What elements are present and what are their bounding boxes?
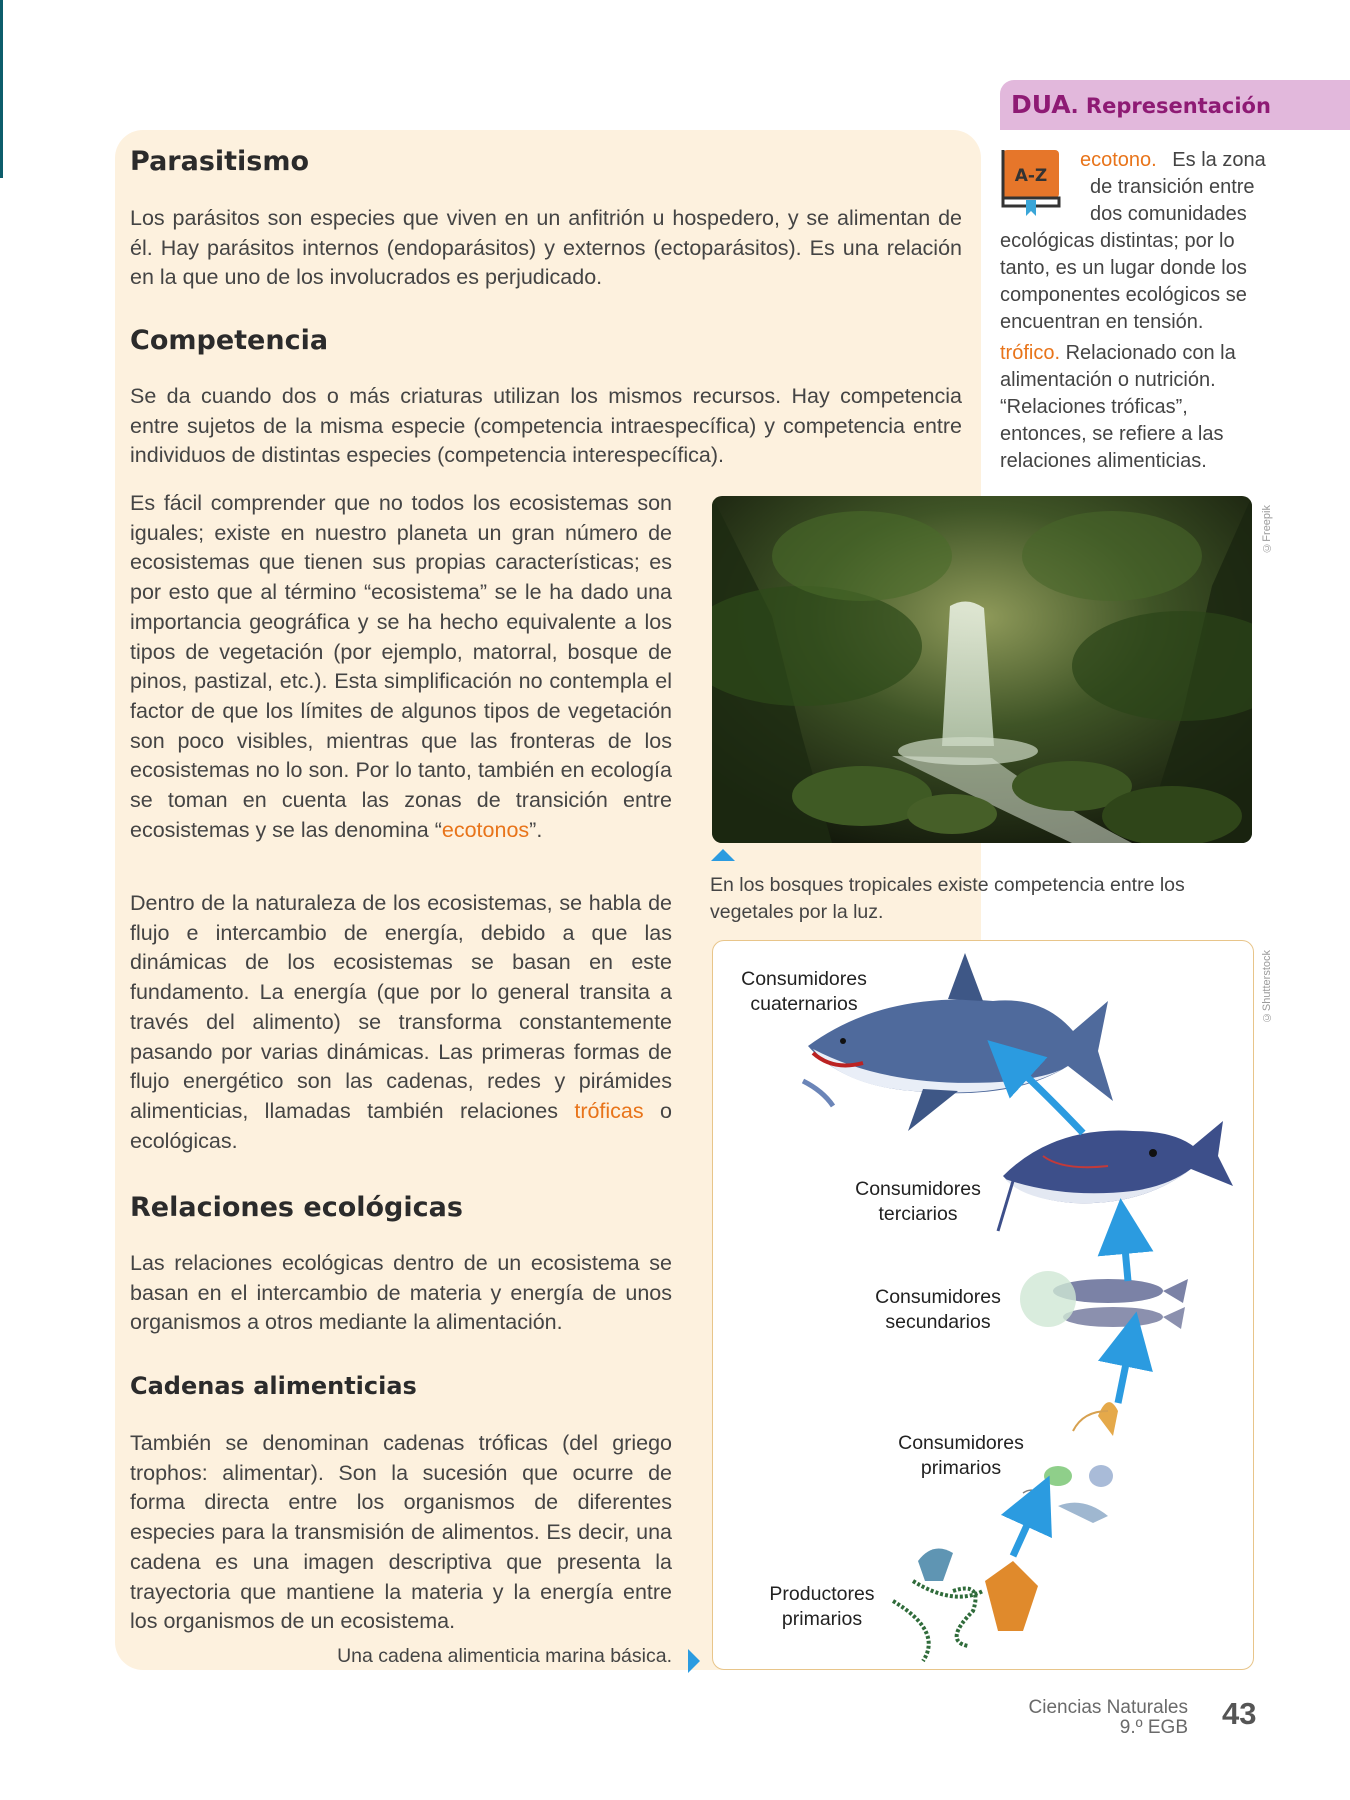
level-terciarios-line2: terciarios [878,1203,958,1225]
level-productores-line2: primarios [781,1608,863,1630]
level-cuaternarios-line1: Consumidores [741,968,867,990]
cadenas-heading: Cadenas alimenticias [130,1372,417,1400]
forest-caption: En los bosques tropicales existe competencia entre los vegetales por la luz. [710,874,1185,923]
relaciones-heading: Relaciones ecológicas [130,1192,463,1223]
rainforest-waterfall-photo [712,496,1252,843]
gloss-term-trofico: trófico. [1000,342,1061,364]
tuna-illustration [998,1121,1233,1231]
gloss-trofico [1000,340,1275,475]
level-consumidores-primarios-line2: primarios [920,1457,1002,1479]
gloss-def-ecotono: Es la zona de transición entre dos comunidades ecológicas distintas; por lo tanto, es un lugar donde los componentes ecológicos se encuentran en tensión. [1000,149,1266,333]
chain-figure-credit: ©Shutterstock [1261,950,1273,1024]
phytoplankton-illustration [893,1549,1038,1662]
parasitismo-text: Los parásitos son especies que viven en un anfitrión u hospedero, y se alimentan de él. Hay parásitos internos (endoparásitos) y externos (ectoparásitos). Es una relación en la que uno de los involucrados es perjudicado. [130,206,962,290]
footer-grade: 9.º EGB [1119,1717,1188,1738]
ecosistemas-end: ”. [529,817,543,842]
ecotonos-keyword: ecotonos [441,817,530,842]
food-chain-figure [712,940,1254,1670]
caption-pointer-right-icon [687,1648,701,1674]
troficas-keyword: tróficas [574,1098,644,1123]
flujo-paragraph [130,889,672,1156]
level-consumidores-primarios [876,1431,1046,1481]
dua-subtitle: . Representación [1070,94,1271,118]
flujo-text: Dentro de la naturaleza de los ecosistemas, se habla de flujo e intercambio de energía, debido a que las dinámicas de los ecosistemas se basan en este fundamento. La energía (que por lo general transita a través del alimento) se transforma constantemente pasando por varias dinámicas. Las primeras formas de flujo energético son las cadenas, redes y pirámides alimenticias, llamadas también relaciones [130,891,672,1123]
cadenas-text: También se denominan cadenas tróficas (del griego trophos: alimentar). Son la sucesión que ocurre de forma directa entre los organismos de diferentes especies para la transmisión de alimentos. Es decir, una cadena es una imagen descriptiva que presenta la trayectoria que mantiene la materia y la energía entre los organismos de un ecosistema. [130,1431,672,1634]
dua-title [1011,90,1271,119]
flujo-end: o ecológicas. [130,1098,672,1153]
small-fish-illustration [1020,1271,1188,1329]
competencia-text: Se da cuando dos o más criaturas utilizan los mismos recursos. Hay competencia entre sujetos de la misma especie (competencia intraespecífica) y competencia entre individuos de distintas especies (competencia interespecífica). [130,384,962,468]
level-cuaternarios [719,967,889,1017]
dua-brand: DUA [1011,90,1071,119]
parasitismo-heading: Parasitismo [130,146,310,177]
caption-pointer-up-icon [710,848,736,862]
competencia-heading: Competencia [130,325,329,356]
ecosistemas-paragraph [130,489,672,845]
page-number: 43 [1222,1696,1257,1731]
level-productores-line1: Productores [769,1583,875,1605]
relaciones-text: Las relaciones ecológicas dentro de un ecosistema se basan en el intercambio de materia y energía de unos organismos a otros mediante la alimentación. [130,1251,672,1335]
level-secundarios-line1: Consumidores [875,1286,1001,1308]
footer-subject [1029,1698,1188,1738]
ecosistemas-text: Es fácil comprender que no todos los ecosistemas son iguales; existe en nuestro planeta un gran número de ecosistemas que tienen sus propias características; es por esto que al término “ecosistema” se le ha dado una importancia geográfica y se ha hecho equivalente a los tipos de vegetación (por ejemplo, matorral, bosque de pinos, pastizal, etc.). Esta simplificación no contempla el factor de que los límites de algunos tipos de vegetación son poco visibles, mientras que las fronteras de los ecosistemas no lo son. Por lo tanto, también en ecología se toman en cuenta las zonas de transición entre ecosistemas y se las denomina “ [130,491,672,842]
chain-caption: Una cadena alimenticia marina básica. [337,1645,672,1667]
page-edge-bar [0,0,3,178]
forest-photo-credit: ©Freepik [1261,505,1273,554]
gloss-ecotono [1000,147,1275,336]
gloss-term-ecotono: ecotono. [1080,149,1157,171]
dua-banner [1000,80,1350,130]
footer-subject-name: Ciencias Naturales [1028,1697,1188,1718]
gloss-def-trofico: Relacionado con la alimentación o nutrición. “Relaciones tróficas”, entonces, se refiere a las relaciones alimenticias. [1000,342,1236,472]
level-consumidores-primarios-line1: Consumidores [898,1432,1024,1454]
level-productores [737,1582,907,1632]
level-secundarios [853,1285,1023,1335]
level-terciarios [833,1177,1003,1227]
level-secundarios-line2: secundarios [885,1311,991,1333]
az-icon-label: A-Z [1014,166,1048,186]
level-terciarios-line1: Consumidores [855,1178,981,1200]
level-cuaternarios-line2: cuaternarios [750,993,858,1015]
